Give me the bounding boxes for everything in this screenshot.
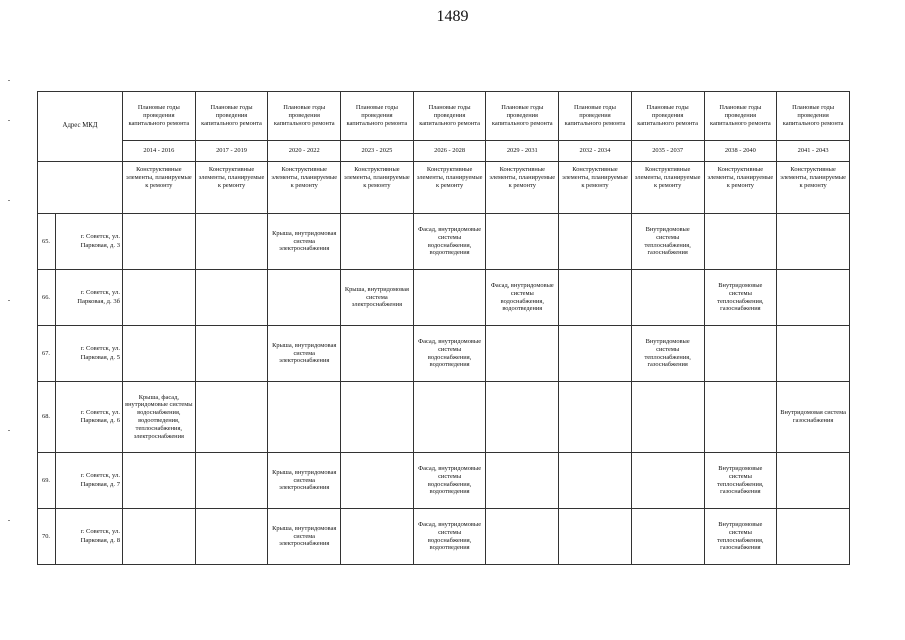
repair-cell [341,326,414,382]
row-address: г. Советск, ул. Парковая, д. 8 [56,509,123,565]
repair-cell: Фасад, внутридомовые системы водоснабжения, водоотведения [486,270,559,326]
row-number: 67. [38,326,56,382]
repair-cell: Крыша, внутридомовая система электроснабжения [268,453,341,509]
elements-header: Конструктивные элементы, планируемые к ремонту [413,162,486,214]
table-row [38,214,850,270]
repair-cell [486,326,559,382]
repair-cell: Фасад, внутридомовые системы водоснабжения, водоотведения [413,326,486,382]
row-number: 69. [38,453,56,509]
repair-cell [559,326,632,382]
repair-cell: Крыша, внутридомовая система электроснабжения [268,509,341,565]
repair-cell [195,326,268,382]
plan-header: Плановые годы проведения капитального ремонта [195,92,268,141]
repair-cell [777,509,850,565]
table-body [38,214,850,565]
repair-cell: Крыша, внутридомовая система электроснабжения [341,270,414,326]
repair-cell [631,453,704,509]
repair-cell [413,382,486,453]
repair-cell [268,270,341,326]
plan-header: Плановые годы проведения капитального ремонта [123,92,196,141]
table-row [38,509,850,565]
repair-cell [123,326,196,382]
plan-header: Плановые годы проведения капитального ремонта [268,92,341,141]
elements-header: Конструктивные элементы, планируемые к ремонту [559,162,632,214]
repair-cell: Крыша, фасад, внутридомовые системы водоснабжения, водоотведения, теплоснабжения, электроснабжения [123,382,196,453]
elements-header: Конструктивные элементы, планируемые к ремонту [123,162,196,214]
repair-cell [631,270,704,326]
repair-cell: Внутридомовые системы теплоснабжения, газоснабжения [704,453,777,509]
blank-header-cell [38,162,123,214]
plan-header: Плановые годы проведения капитального ремонта [341,92,414,141]
table-row [38,382,850,453]
plan-header: Плановые годы проведения капитального ремонта [777,92,850,141]
table-row [38,270,850,326]
elements-header: Конструктивные элементы, планируемые к ремонту [195,162,268,214]
row-address: г. Советск, ул. Парковая, д. 7 [56,453,123,509]
elements-header: Конструктивные элементы, планируемые к ремонту [631,162,704,214]
repair-cell: Крыша, внутридомовая система электроснабжения [268,214,341,270]
header-row-plan [38,92,850,141]
repair-cell [123,453,196,509]
repair-cell [704,326,777,382]
repair-cell [704,214,777,270]
period-header: 2014 - 2016 [123,141,196,162]
repair-cell [704,382,777,453]
repair-cell [777,453,850,509]
plan-header: Плановые годы проведения капитального ремонта [486,92,559,141]
elements-header: Конструктивные элементы, планируемые к ремонту [704,162,777,214]
repair-cell [559,214,632,270]
period-header: 2017 - 2019 [195,141,268,162]
repair-cell [777,214,850,270]
repair-cell [413,270,486,326]
repair-cell [631,509,704,565]
elements-header: Конструктивные элементы, планируемые к ремонту [341,162,414,214]
period-header: 2026 - 2028 [413,141,486,162]
row-address: г. Советск, ул. Парковая, д. 6 [56,382,123,453]
repair-cell [559,509,632,565]
table-row [38,453,850,509]
period-header: 2038 - 2040 [704,141,777,162]
address-header-label: Адрес МКД [62,122,98,130]
elements-header: Конструктивные элементы, планируемые к ремонту [268,162,341,214]
plan-header: Плановые годы проведения капитального ремонта [559,92,632,141]
repair-cell [341,509,414,565]
repair-cell [123,509,196,565]
repair-cell [195,382,268,453]
repair-cell [341,214,414,270]
repair-cell: Крыша, внутридомовая система электроснабжения [268,326,341,382]
repair-cell [486,453,559,509]
period-header: 2035 - 2037 [631,141,704,162]
period-header: 2023 - 2025 [341,141,414,162]
row-number: 68. [38,382,56,453]
elements-header: Конструктивные элементы, планируемые к ремонту [777,162,850,214]
repair-cell: Фасад, внутридомовые системы водоснабжения, водоотведения [413,509,486,565]
repair-cell [123,270,196,326]
repair-cell: Внутридомовые системы теплоснабжения, газоснабжения [631,326,704,382]
repair-cell: Внутридомовые системы теплоснабжения, газоснабжения [704,270,777,326]
row-address: г. Советск, ул. Парковая, д. 5 [56,326,123,382]
repair-cell [195,509,268,565]
repair-cell [195,453,268,509]
repair-cell [631,382,704,453]
repair-cell [341,453,414,509]
plan-header: Плановые годы проведения капитального ремонта [631,92,704,141]
row-number: 66. [38,270,56,326]
row-number: 70. [38,509,56,565]
capital-repair-schedule-table [37,91,850,565]
repair-cell: Внутридомовая система газоснабжения [777,382,850,453]
repair-cell [559,270,632,326]
period-header: 2029 - 2031 [486,141,559,162]
period-header: 2041 - 2043 [777,141,850,162]
page-number: 1489 [436,8,469,25]
row-number: 65. [38,214,56,270]
plan-header: Плановые годы проведения капитального ремонта [704,92,777,141]
repair-cell [123,214,196,270]
repair-cell [777,326,850,382]
period-header: 2020 - 2022 [268,141,341,162]
repair-cell [559,382,632,453]
header-row-elements [38,162,850,214]
table-row [38,326,850,382]
repair-cell [777,270,850,326]
elements-header: Конструктивные элементы, планируемые к ремонту [486,162,559,214]
repair-cell: Фасад, внутридомовые системы водоснабжения, водоотведения [413,453,486,509]
repair-cell: Внутридомовые системы теплоснабжения, газоснабжения [704,509,777,565]
repair-cell [559,453,632,509]
repair-cell [486,214,559,270]
repair-cell: Внутридомовые системы теплоснабжения, газоснабжения [631,214,704,270]
repair-cell [268,382,341,453]
address-header [38,92,123,162]
repair-cell [195,270,268,326]
repair-cell [486,509,559,565]
repair-cell [486,382,559,453]
period-header: 2032 - 2034 [559,141,632,162]
row-address: г. Советск, ул. Парковая, д. 3 [56,214,123,270]
plan-header: Плановые годы проведения капитального ремонта [413,92,486,141]
repair-cell [341,382,414,453]
row-address: г. Советск, ул. Парковая, д. 3б [56,270,123,326]
header-row-years [38,141,850,162]
repair-cell: Фасад, внутридомовые системы водоснабжения, водоотведения [413,214,486,270]
repair-cell [195,214,268,270]
